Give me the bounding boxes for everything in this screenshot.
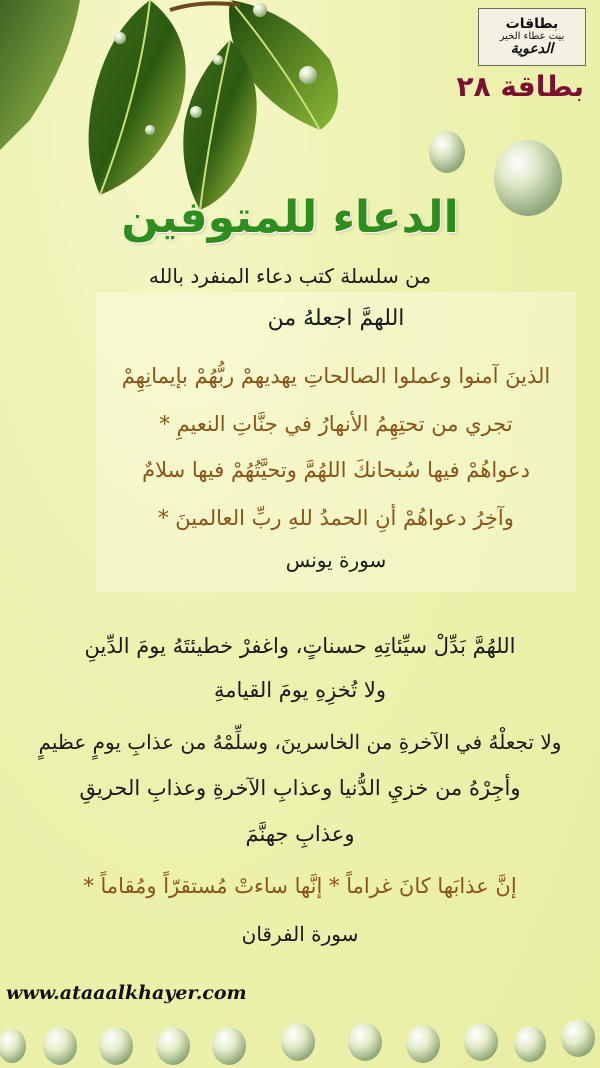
dua-line: اللهُمَّ بَدِّلْ سيِّئاتِهِ حسناتٍ، واغفرْ خطيئتَهُ يومَ الدِّينِ	[84, 634, 516, 658]
verse-line: إنَّ عذابَها كانَ غراماً * إنَّها ساءتْ مُستقرّاً ومُقاماً *	[83, 874, 517, 898]
logo-line-3: الدعوية	[510, 41, 554, 58]
website-link[interactable]: www.ataaalkhayer.com	[6, 982, 247, 1004]
dua-line: ولا تُخزِهِ يومَ القيامةِ	[214, 678, 386, 702]
brand-logo	[478, 8, 586, 66]
verse-line: الذينَ آمنوا وعملوا الصالحاتِ يهديهمْ ربُّهُمْ بإيمانِهِمْ	[121, 364, 551, 388]
section-1-intro: اللهمَّ اجعلهُ من	[267, 306, 405, 331]
surah-name: سورة يونس	[285, 548, 387, 572]
card-number: بطاقة ٢٨	[456, 70, 584, 103]
page-subtitle: من سلسلة كتب دعاء المنفرد بالله	[148, 264, 432, 288]
section-1-panel	[96, 292, 576, 592]
dua-line: ولا تجعلْهُ في الآخرةِ من الخاسرينَ، وسلِّمْهُ من عذابِ يومٍ عظيمٍ	[38, 730, 562, 754]
verse-line: دعواهُمْ فيها سُبحانكَ اللهُمَّ وتحيَّتُهُمْ فيها سلامٌ	[142, 458, 530, 482]
water-drops-decoration	[0, 1008, 600, 1068]
logo-line-2: بيت عطاء الخير	[499, 30, 565, 42]
dua-line: وأجِرْهُ من خزيِ الدُّنيا وعذابِ الآخرةِ وعذابِ الحريقِ	[79, 776, 521, 800]
page-title: الدعاء للمتوفين	[121, 192, 459, 243]
verse-line: تجري من تحتِهِمُ الأنهارُ في جنَّاتِ النعيمِ *	[159, 412, 513, 436]
dua-line: وعذابِ جهنَّمَ	[245, 822, 355, 846]
verse-line: وآخِرُ دعواهُمْ أنِ الحمدُ للهِ ربِّ العالمينَ *	[158, 506, 514, 530]
surah-name: سورة الفرقان	[241, 922, 359, 946]
logo-line-1: بطاقات	[505, 16, 559, 33]
